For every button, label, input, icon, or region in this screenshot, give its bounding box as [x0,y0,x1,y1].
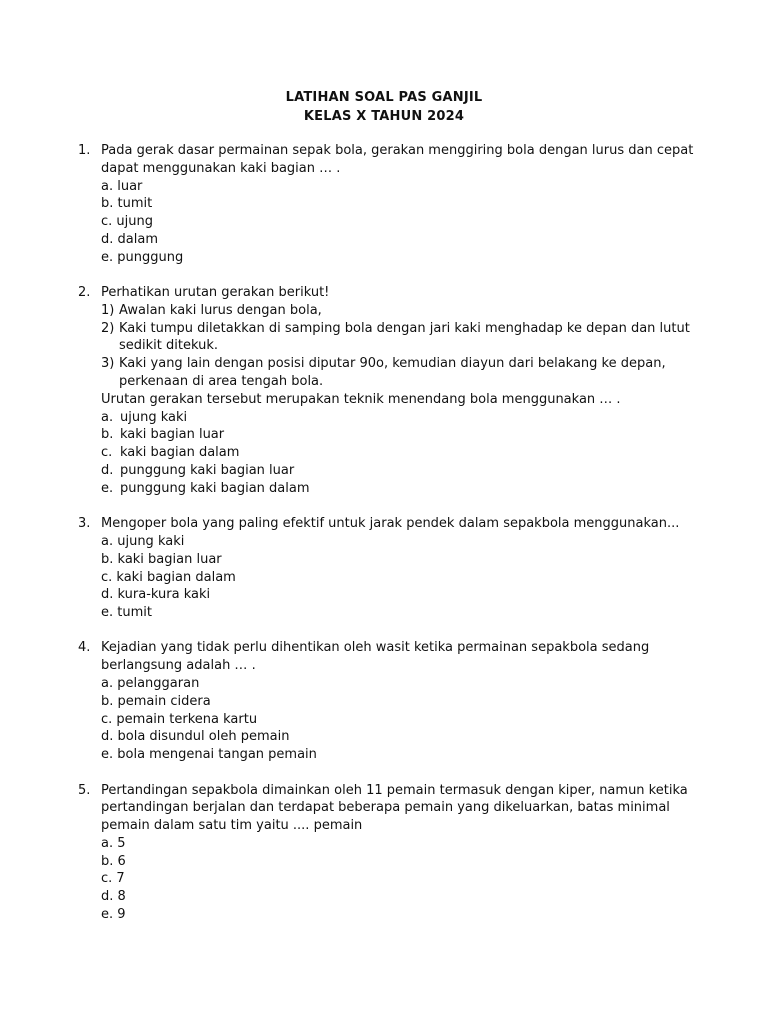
question-list [78,142,708,941]
option-c: c. 7 [101,871,125,887]
question-1 [78,142,708,267]
option-text: punggung kaki bagian luar [120,463,295,479]
question-number: 5. [78,782,91,798]
step-2 [101,320,708,356]
question-number: 1. [78,143,91,158]
option-d: d. kura-kura kaki [101,587,211,603]
option-e: e. tumit [101,605,152,621]
option-a: a. 5 [101,835,126,851]
option-e: e. 9 [101,907,126,923]
option-c: c. pemain terkena kartu [101,711,258,727]
option-d: d. bola disundul oleh pemain [101,729,290,745]
option-a: a. pelanggaran [101,676,200,692]
question-stem: Urutan gerakan tersebut merupakan teknik menendang bola menggunakan … . [101,391,621,407]
option-e: e. bola mengenai tangan pemain [101,747,317,763]
step-number: 3) [101,356,115,372]
option-text: kaki bagian luar [120,427,225,443]
option-e: e. punggung [101,249,184,265]
question-number: 4. [78,640,91,656]
option-letter: e. [101,480,114,496]
title-line-2: KELAS X TAHUN 2024 [303,109,465,124]
step-text: Kaki yang lain dengan posisi diputar 90o, kemudian diayun dari belakang ke depan, perkenaan di area tengah bola. [119,356,666,390]
option-a: a. luar [101,178,143,194]
step-3 [101,355,708,391]
question-5 [78,782,708,924]
question-4 [78,639,708,764]
question-text: Pada gerak dasar permainan sepak bola, gerakan menggiring bola dengan lurus dan cepat dapat menggunakan kaki bagian … . [101,143,694,176]
option-e [101,480,708,498]
question-2 [78,284,708,498]
option-a [101,409,708,427]
option-text: kaki bagian dalam [120,445,240,461]
question-text: Kejadian yang tidak perlu dihentikan oleh wasit ketika permainan sepakbola sedang berlangsung adalah … . [101,640,650,674]
question-text: Mengoper bola yang paling efektif untuk jarak pendek dalam sepakbola menggunakan... [101,516,680,532]
step-number: 1) [101,302,115,318]
document-title [0,88,768,126]
title-line-1: LATIHAN SOAL PAS GANJIL [285,90,483,105]
question-text: Perhatikan urutan gerakan berikut! [101,285,330,301]
step-text: Kaki tumpu diletakkan di samping bola dengan jari kaki menghadap ke depan dan lutut sedikit ditekuk. [119,320,690,354]
question-number: 3. [78,516,91,532]
step-text: Awalan kaki lurus dengan bola, [119,302,322,318]
option-c: c. ujung [101,214,153,230]
option-text: ujung kaki [120,409,188,425]
question-number: 2. [78,285,91,301]
option-b [101,426,708,444]
option-b: b. 6 [101,853,126,869]
step-1 [101,302,708,320]
option-d: d. dalam [101,231,158,247]
option-letter: b. [101,427,114,443]
option-d [101,462,708,480]
option-letter: a. [101,409,114,425]
option-c [101,444,708,462]
step-number: 2) [101,320,115,336]
option-text: punggung kaki bagian dalam [120,480,310,496]
option-letter: c. [101,445,113,461]
option-b: b. tumit [101,196,153,212]
option-b: b. kaki bagian luar [101,551,222,567]
question-3 [78,515,708,622]
option-d: d. 8 [101,889,126,905]
option-c: c. kaki bagian dalam [101,569,236,585]
option-a: a. ujung kaki [101,533,185,549]
option-b: b. pemain cidera [101,693,211,709]
question-text: Pertandingan sepakbola dimainkan oleh 11 pemain termasuk dengan kiper, namun ketika pertandingan berjalan dan terdapat beberapa pemain yang dikeluarkan, batas minimal pemain dalam satu tim yaitu .... pemain [101,782,688,834]
step-list [101,302,708,391]
option-letter: d. [101,463,114,479]
